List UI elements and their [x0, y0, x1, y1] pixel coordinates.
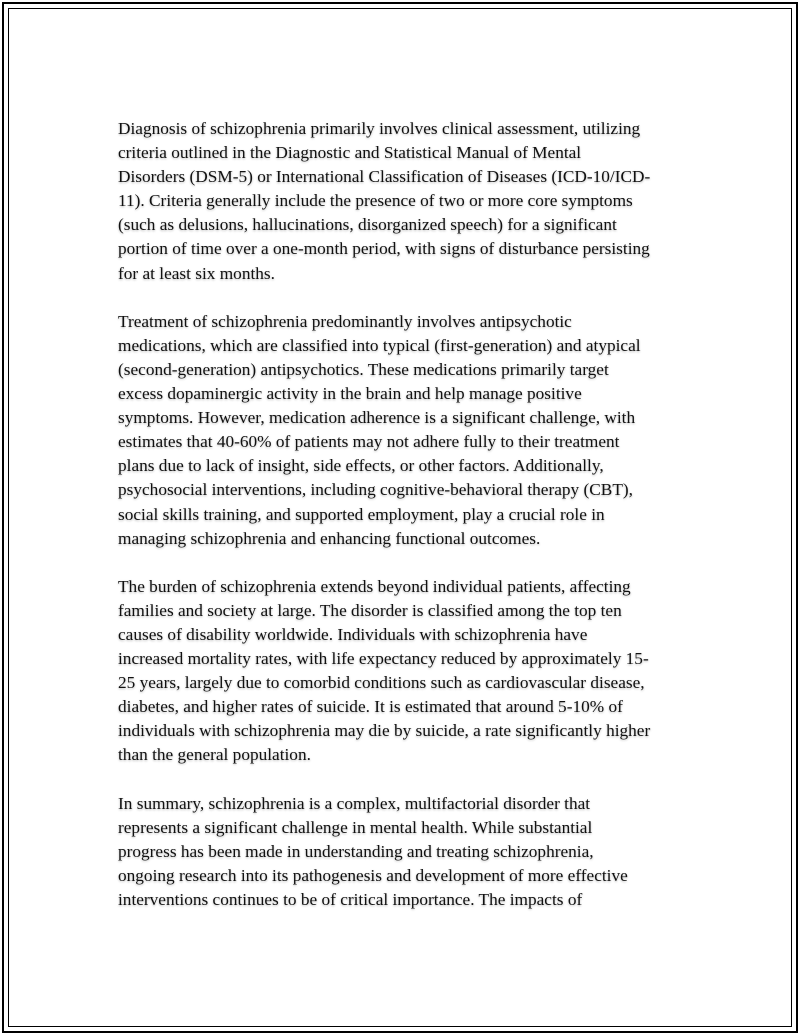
- paragraph-diagnosis: Diagnosis of schizophrenia primarily involves clinical assessment, utilizing criteria outlined in the Diagnostic and Statistical Manual of Mental Disorders (DSM-5) or International Classification of Diseases (ICD-10/ICD- 11). Criteria generally include the presence of two or more core symptoms (such as delusions, hallucinations, disorganized speech) for a significant portion of time over a one-month period, with signs of disturbance persisting for at least six months.: [118, 119, 651, 283]
- paragraph-burden: The burden of schizophrenia extends beyond individual patients, affecting families and society at large. The disorder is classified among the top ten causes of disability worldwide. Individuals with schizophrenia have increased mortality rates, with life expectancy reduced by approximately 15- 25 years, largely due to comorbid conditions such as cardiovascular disease, diabetes, and higher rates of suicide. It is estimated that around 5-10% of individuals with schizophrenia may die by suicide, a rate significantly higher than the general population.: [118, 576, 651, 765]
- document-body: [118, 117, 688, 936]
- paragraph-treatment: Treatment of schizophrenia predominantly involves antipsychotic medications, which are classified into typical (first-generation) and atypical (second-generation) antipsychotics. These medications primarily target excess dopaminergic activity in the brain and help manage positive symptoms. However, medication adherence is a significant challenge, with estimates that 40-60% of patients may not adhere fully to their treatment plans due to lack of insight, side effects, or other factors. Additionally, psychosocial interventions, including cognitive-behavioral therapy (CBT), social skills training, and supported employment, play a crucial role in managing schizophrenia and enhancing functional outcomes.: [118, 311, 641, 548]
- paragraph-summary: In summary, schizophrenia is a complex, multifactorial disorder that represents a significant challenge in mental health. While substantial progress has been made in understanding and treating schizophrenia, ongoing research into its pathogenesis and development of more effective interventions continues to be of critical importance. The impacts of: [118, 793, 628, 909]
